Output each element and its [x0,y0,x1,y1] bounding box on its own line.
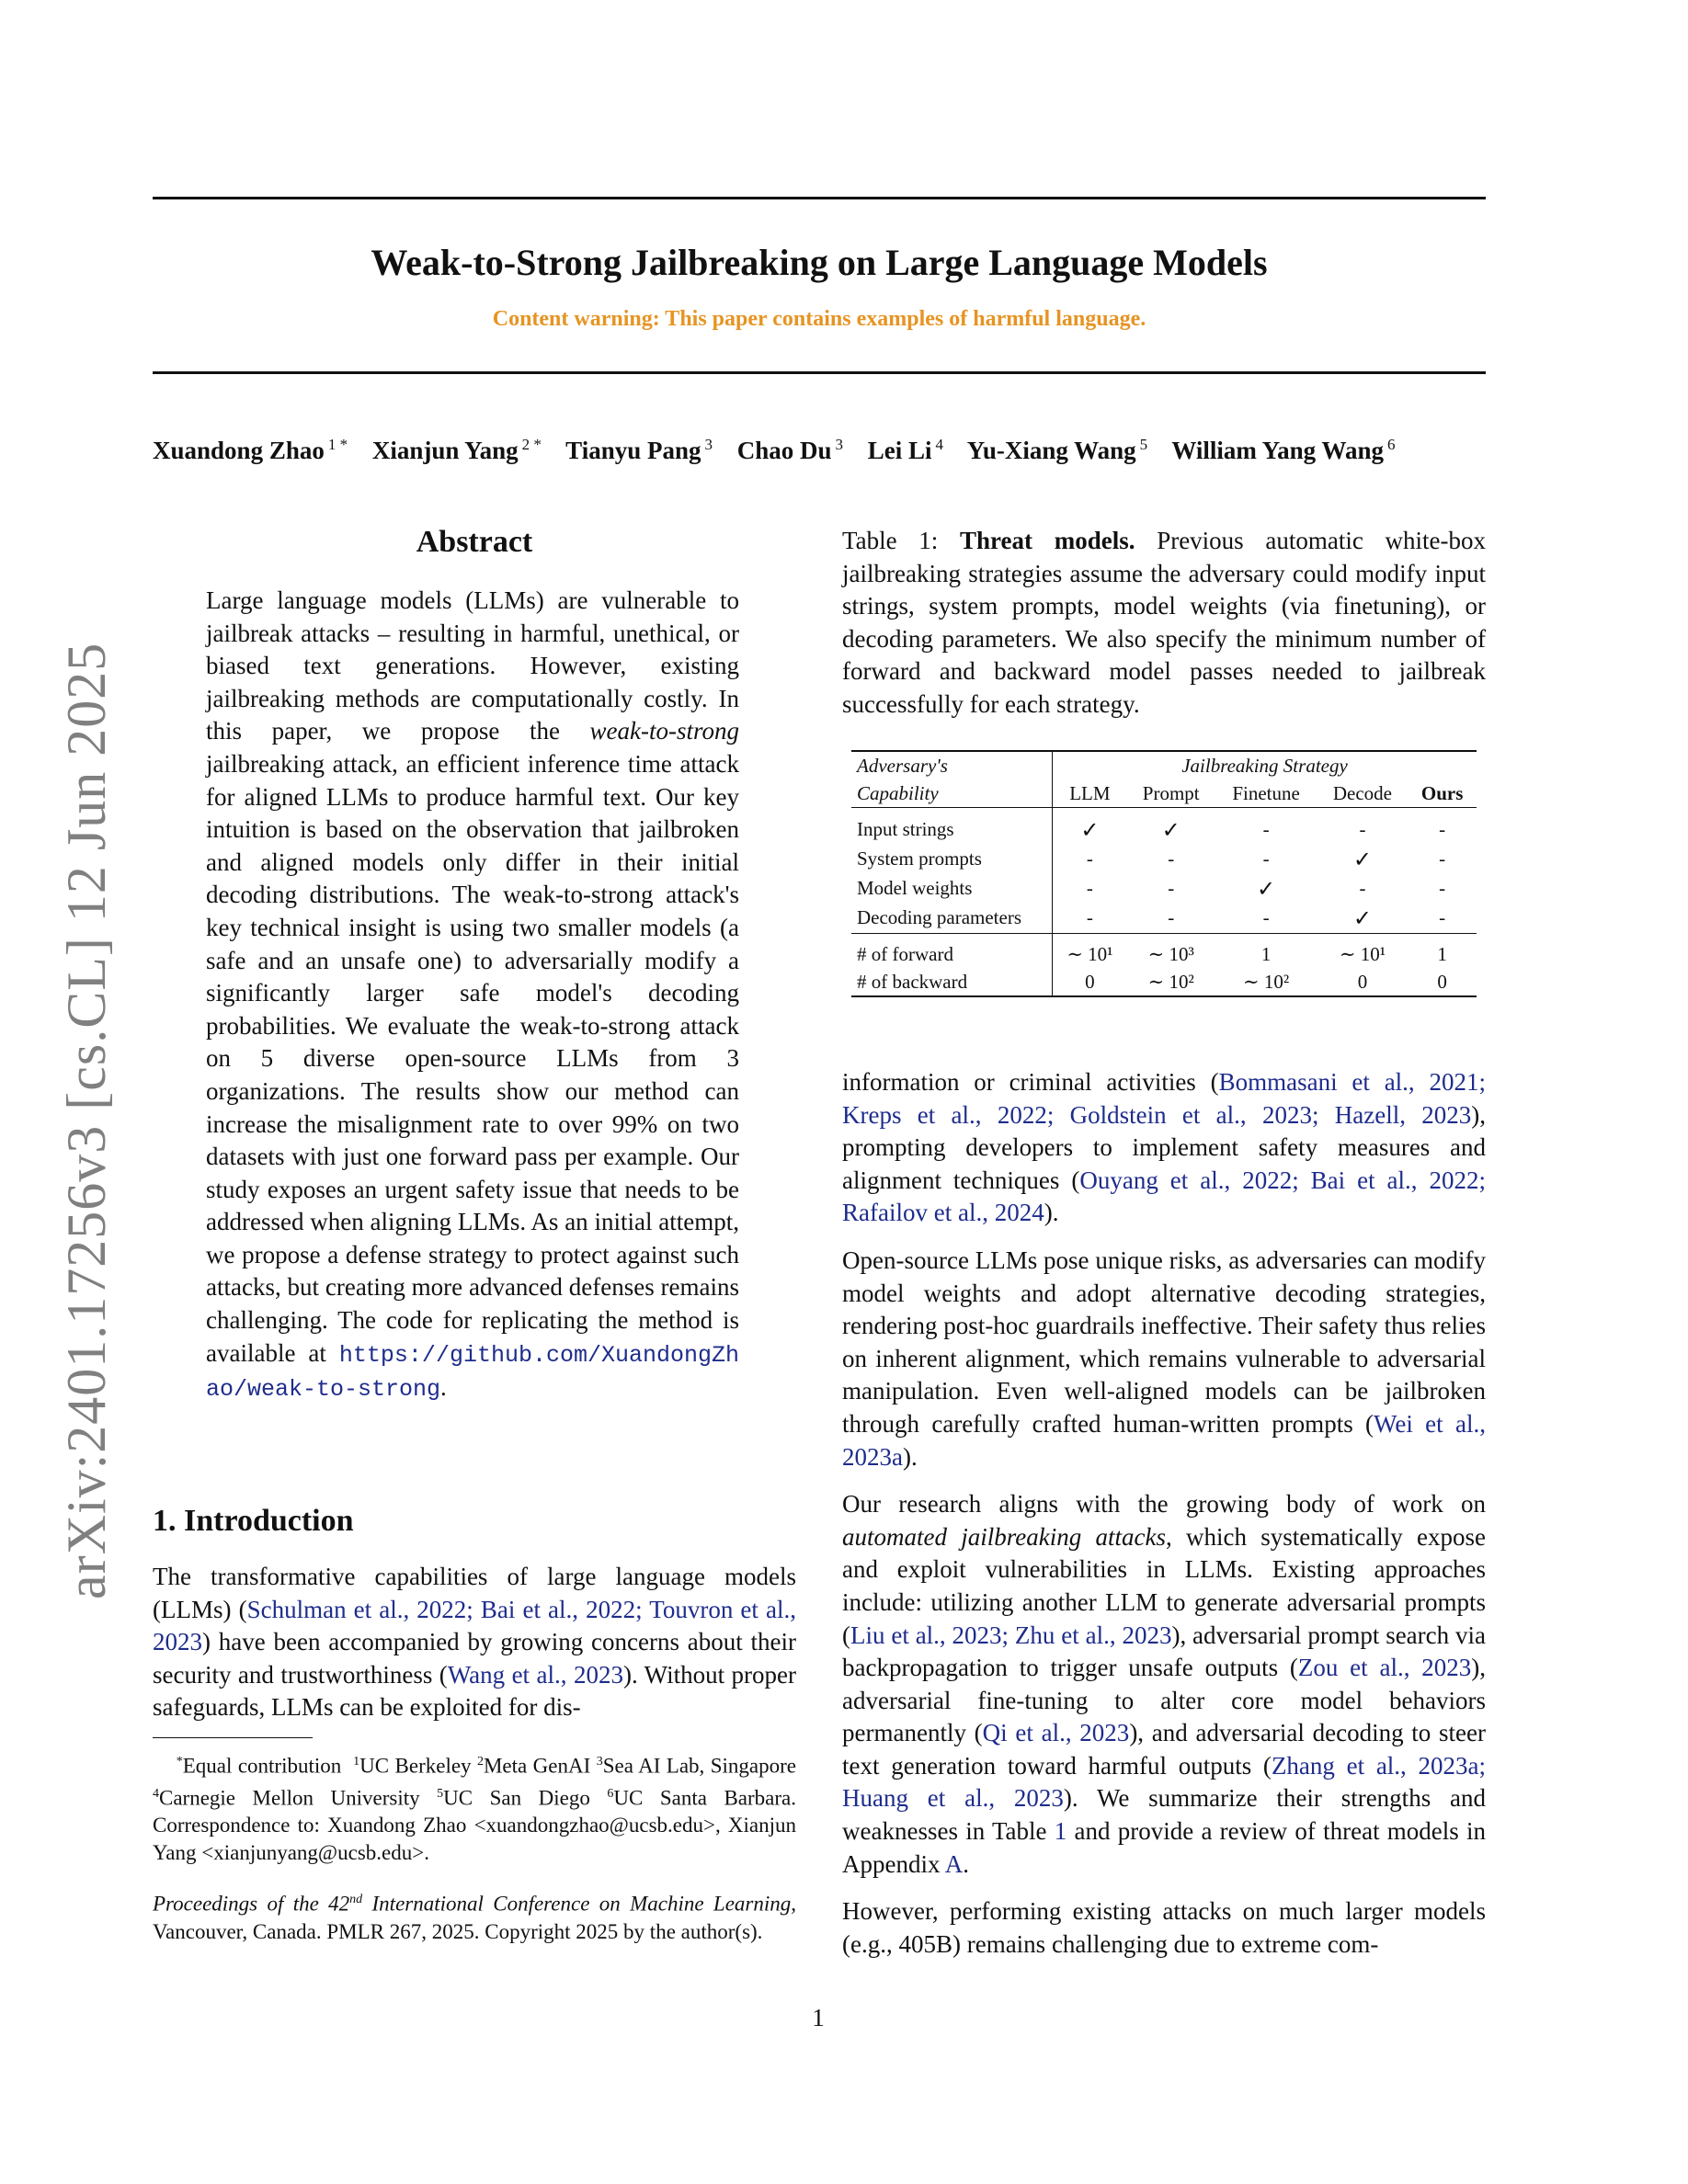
proceedings-note: Proceedings of the 42nd International Conference on Machine Learning, Vancouver, Canada. PMLR 267, 2025. Copyright 2025 by the author(s). [153,1892,797,1943]
table-grid [851,750,1477,997]
affiliation-footnote: *Equal contribution $^1$UC Berkeley $^2$Meta GenAI $^3$Sea AI Lab, Singapore $^4$Carnegie Mellon University $^5$UC San Diego $^6$UC Santa Barbara. Correspondence to: Xuandong Zhao <xuandongzhao@ucsb.edu>, Xianjun Yang <xianjunyang@ucsb.edu>. [153,1754,797,1865]
table-row: System prompts - - - ✓ - [851,845,1477,874]
table-col-header: LLM [1069,781,1111,804]
table-ref-link[interactable]: 1 [1054,1817,1067,1846]
table-col-header: Finetune [1232,781,1300,804]
body-paragraph: However, performing existing attacks on much larger models (e.g., 405B) remains challenging due to extreme com- [842,1897,1486,1958]
paper-title: Weak-to-Strong Jailbreaking on Large Language Models [371,242,1268,283]
abstract-body: Large language models (LLMs) are vulnerable to jailbreak attacks – resulting in harmful, unethical, or biased text generations. However, existing jailbreaking methods are computationally costly. In this paper, we propose the weak-to-strong jailbreaking attack, an efficient inference time attack for aligned LLMs to produce harmful text. Our key intuition is based on the observation that jailbroken and aligned models only differ in their initial decoding distributions. The weak-to-strong attack's key technical insight is using two smaller models (a safe and an unsafe one) to adversarially modify a significantly larger safe model's decoding probabilities. We evaluate the weak-to-strong attack on 5 diverse open-source LLMs from 3 organizations. The results show our method can increase the misalignment rate to over 99% on two datasets with just one forward pass per example. Our study exposes an urgent safety issue that needs to be addressed when aligning LLMs. As an initial attempt, we propose a defense strategy to protect against such attacks, but creating more advanced defenses remains challenging. The code for replicating the method is available at https://github.com/XuandongZhao/weak-to-strong. [206,586,740,1404]
content-warning: Content warning: This paper contains examples of harmful language. [492,307,1146,331]
author: Xianjun Yang $^{2 *}$ [371,436,542,464]
appendix-ref-link[interactable]: A [944,1849,964,1878]
citation-link[interactable]: Schulman et al., 2022; Bai et al., 2022; Touvron et al., 2023 [153,1595,796,1656]
table-col-header: Decode [1332,781,1393,804]
citation-link[interactable]: Wei et al., 2023a [842,1409,1486,1471]
author: Chao Du $^3$ [736,436,844,464]
author: William Yang Wang $^6$ [1171,436,1396,464]
citation-link[interactable]: Zhang et al., 2023a; Huang et al., 2023 [842,1751,1486,1813]
abstract-heading: Abstract [416,525,533,559]
page-number: 1 [812,2004,825,2031]
body-paragraph: Open-source LLMs pose unique risks, as adversaries can modify model weights and adopt alternative decoding strategies, rendering post-hoc guardrails ineffective. Their safety thus relies on inherent alignment, which remains vulnerable to adversarial manipulation. Even well-aligned models can be jailbroken through carefully crafted human-written prompts (Wei et al., 2023a). [842,1246,1486,1471]
body-paragraph: Our research aligns with the growing body of work on automated jailbreaking attacks, which systematically expose and exploit vulnerabilities in LLMs. Existing approaches include: utilizing another LLM to generate adversarial prompts (Liu et al., 2023; Zhu et al., 2023), adversarial prompt search via backpropagation to trigger unsafe outputs (Zou et al., 2023), adversarial fine-tuning to alter core model behaviors permanently (Qi et al., 2023), and adversarial decoding to steer text generation toward harmful outputs (Zhang et al., 2023a; Huang et al., 2023). We summarize their strengths and weaknesses in Table 1 and provide a review of threat models in Appendix A. [842,1490,1487,1878]
table-row: # of forward ∼ 10¹ ∼ 10³ 1 ∼ 10¹ 1 [851,940,1477,968]
section-heading-introduction: 1. Introduction [153,1504,354,1538]
table-col-header: Ours [1420,781,1464,804]
author-list [153,436,1495,465]
citation-link[interactable]: Qi et al., 2023 [982,1719,1130,1747]
author: Tianyu Pang $^3$ [565,436,713,464]
table-col-header: Prompt [1142,781,1200,804]
citation-link[interactable]: Liu et al., 2023; Zhu et al., 2023 [850,1621,1172,1649]
arxiv-sidebar-stamp: arXiv:2401.17256v3 [cs.CL] 12 Jun 2025 [56,642,117,1599]
threat-model-table [851,750,1477,997]
author: Yu-Xiang Wang $^5$ [966,436,1148,464]
table-row: # of backward 0 ∼ 10² ∼ 10² 0 0 [851,968,1477,996]
citation-link[interactable]: Zou et al., 2023 [1297,1654,1472,1682]
body-paragraph: information or criminal activities (Bommasani et al., 2021; Kreps et al., 2022; Goldstein et al., 2023; Hazell, 2023), prompting developers to implement safety measures and alignment techniques (Ouyang et al., 2022; Bai et al., 2022; Rafailov et al., 2024). [842,1068,1487,1227]
right-column-body [842,1066,1486,1961]
title-top-rule [153,197,1486,199]
table-row: Decoding parameters - - - ✓ - [851,904,1477,934]
citation-link[interactable]: Ouyang et al., 2022; Bai et al., 2022; Rafailov et al., 2024 [842,1166,1487,1227]
code-link[interactable]: https://github.com/XuandongZhao/weak-to-strong [206,1341,739,1404]
table-row: Input strings ✓ ✓ - - - [851,815,1477,845]
table-row: Model weights - - ✓ - - [851,874,1477,904]
footnote-rule [153,1737,313,1738]
author: Lei Li $^4$ [867,436,944,464]
title-bottom-rule [153,371,1486,374]
citation-link[interactable]: Wang et al., 2023 [447,1660,623,1689]
table-group-header: Jailbreaking Strategy [1181,754,1348,777]
table-caption: Table 1: Threat models. Previous automatic white-box jailbreaking strategies assume the adversary could modify input strings, system prompts, model weights (via finetuning), or decoding parameters. We also specify the minimum number of forward and backward model passes needed to jailbreak successfully for each strategy. [842,527,1487,718]
author: Xuandong Zhao $^{1 *}$ [153,436,348,464]
table-corner-label: Adversary's [851,751,1053,779]
citation-link[interactable]: Bommasani et al., 2021; Kreps et al., 2022; Goldstein et al., 2023; Hazell, 2023 [842,1068,1486,1129]
intro-paragraph: The transformative capabilities of large language models (LLMs) (Schulman et al., 2022; Bai et al., 2022; Touvron et al., 2023) have been accompanied by growing concerns about their security and trustworthiness (Wang et al., 2023). Without proper safeguards, LLMs can be exploited for dis- [153,1563,797,1722]
table-corner-label: Capability [851,779,1053,808]
